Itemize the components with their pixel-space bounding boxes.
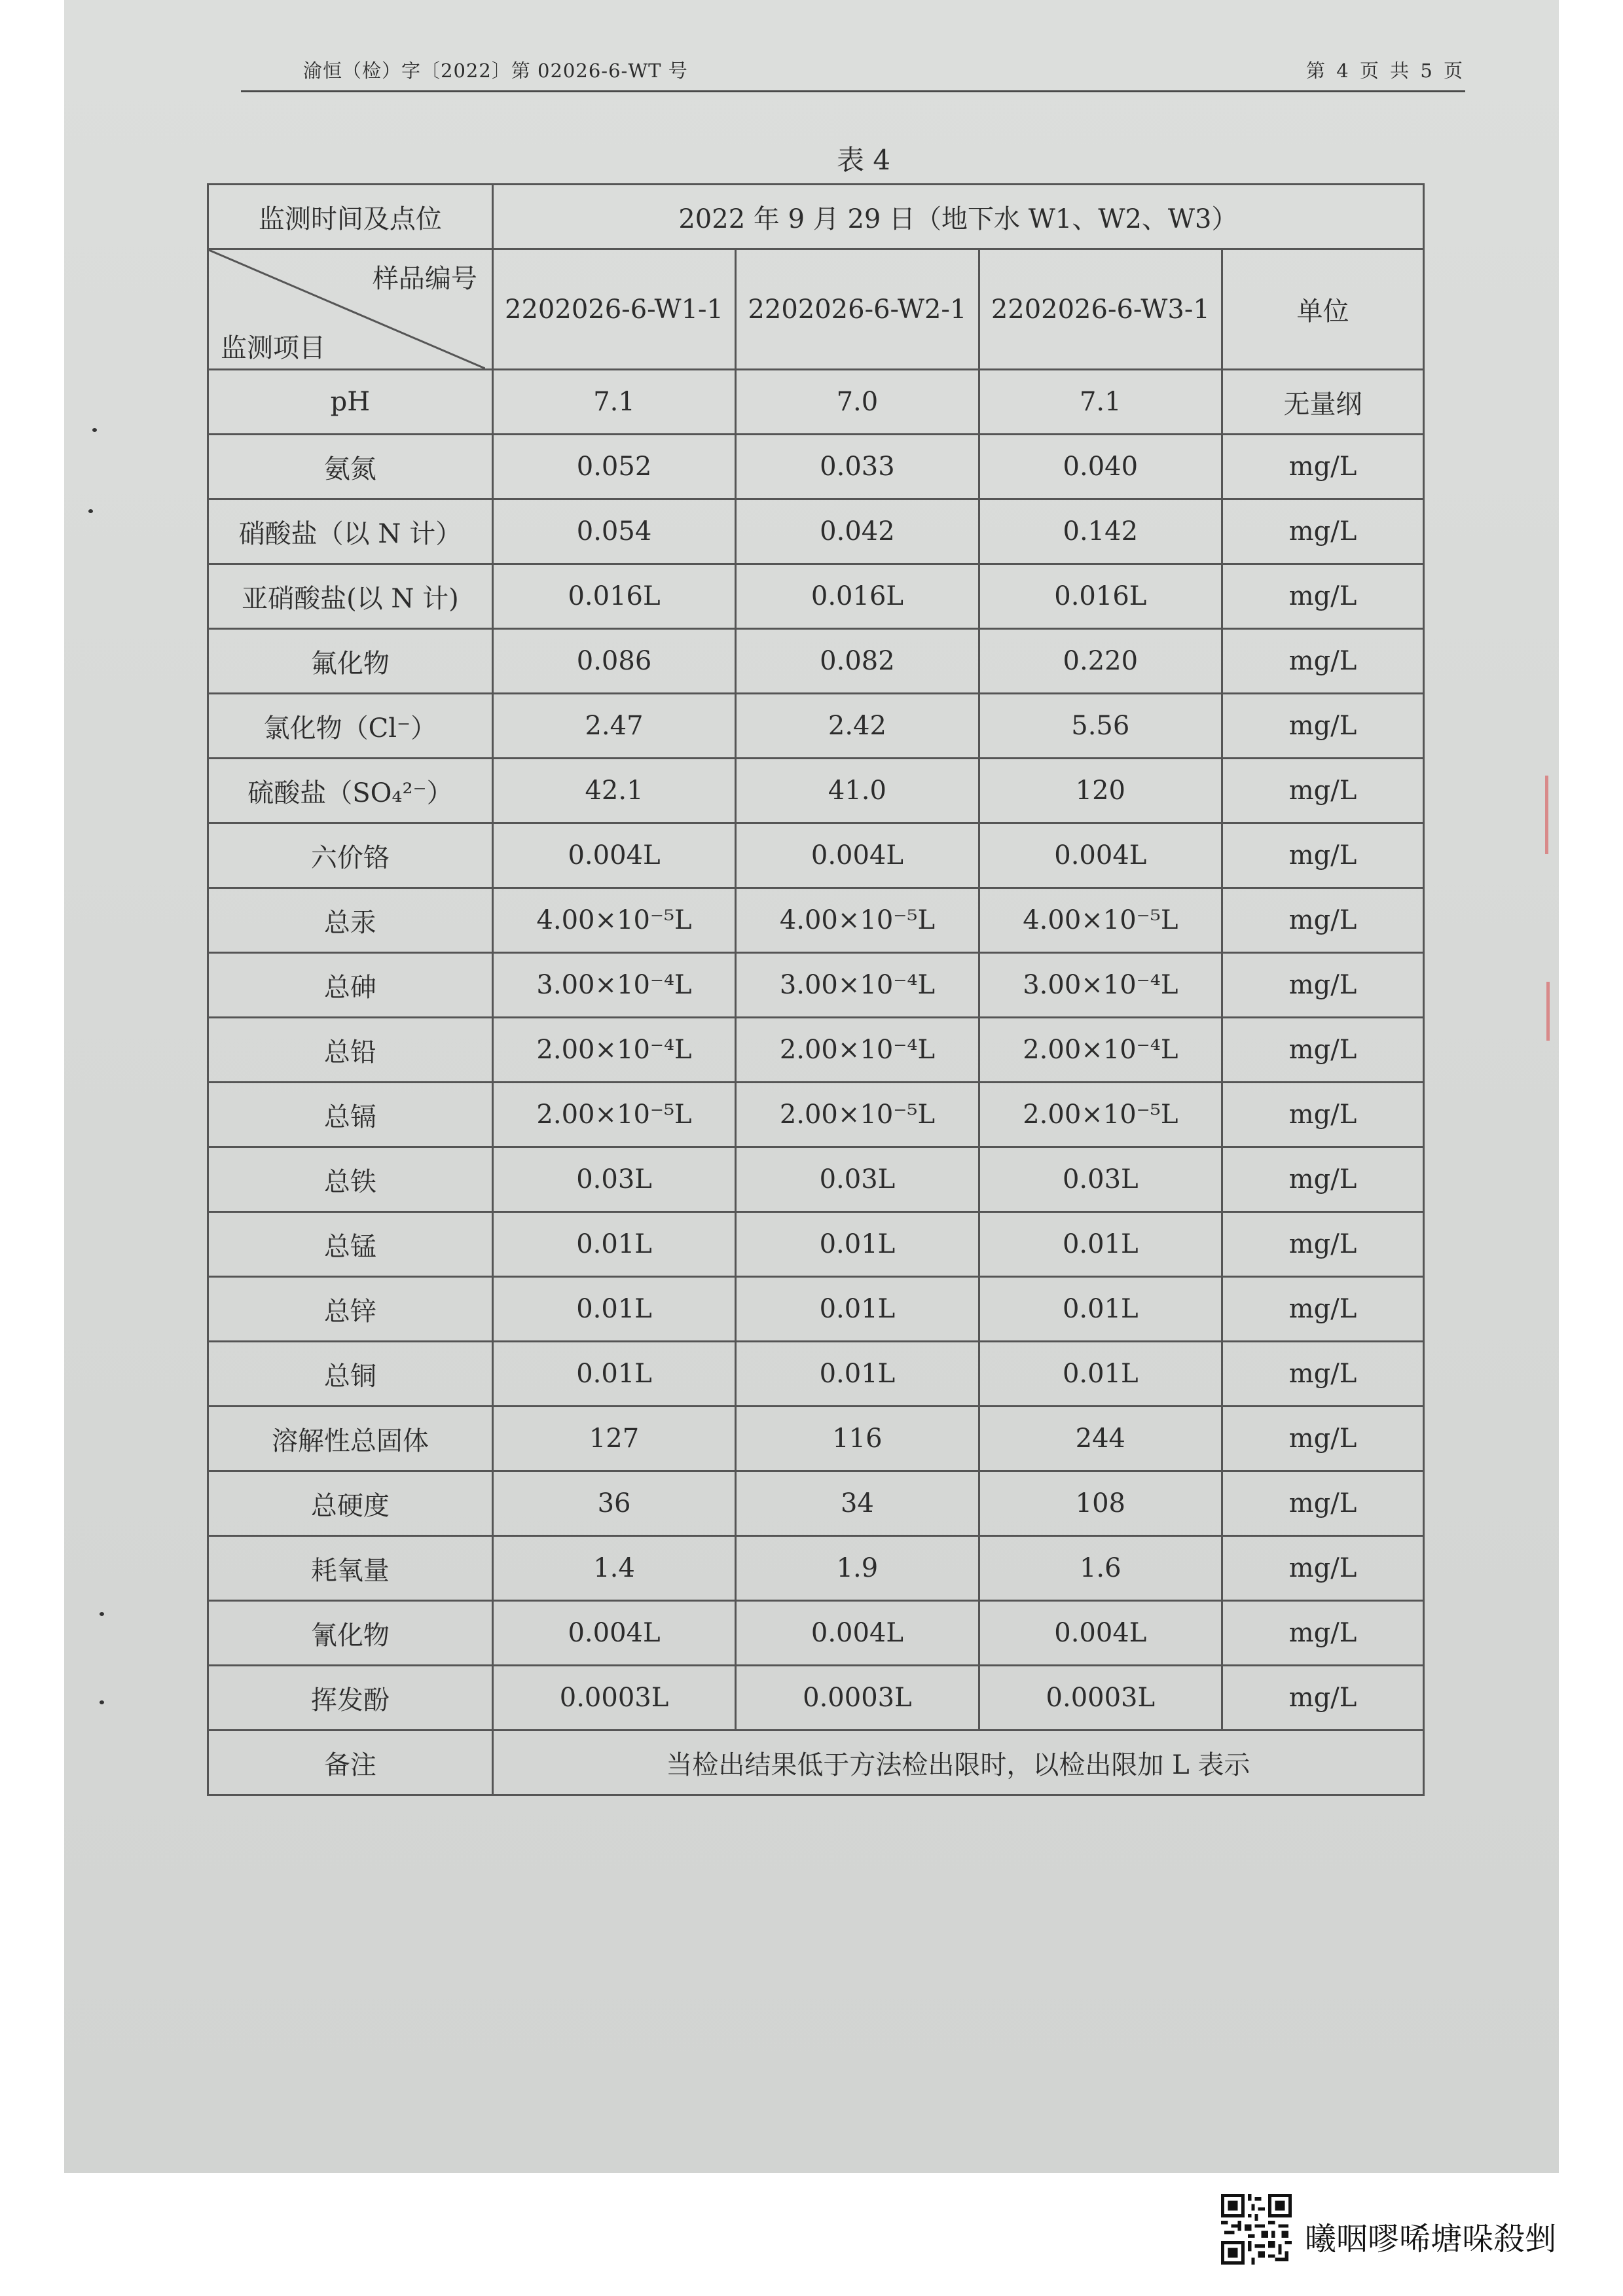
unit-cell: mg/L bbox=[1222, 1147, 1424, 1212]
unit-cell: mg/L bbox=[1222, 1212, 1424, 1277]
item-cell: 硫酸盐（SO₄²⁻） bbox=[208, 759, 493, 823]
unit-cell: mg/L bbox=[1222, 1536, 1424, 1601]
item-cell: 耗氧量 bbox=[208, 1536, 493, 1601]
unit-cell: mg/L bbox=[1222, 435, 1424, 499]
page-info: 第 4 页 共 5 页 bbox=[1306, 60, 1465, 82]
value-w2: 2.42 bbox=[736, 694, 979, 759]
value-w1: 7.1 bbox=[492, 370, 735, 435]
unit-header: 单位 bbox=[1222, 249, 1424, 370]
table-row bbox=[208, 1407, 1424, 1471]
value-w3: 0.220 bbox=[979, 629, 1222, 694]
table-row bbox=[208, 629, 1424, 694]
value-w3: 0.004L bbox=[979, 823, 1222, 888]
doc-number: 渝恒（检）字〔2022〕第 02026-6-WT 号 bbox=[303, 60, 688, 82]
item-cell: 氯化物（Cl⁻） bbox=[208, 694, 493, 759]
unit-cell: mg/L bbox=[1222, 564, 1424, 629]
unit-cell: mg/L bbox=[1222, 1471, 1424, 1536]
value-w1: 0.054 bbox=[492, 499, 735, 564]
table-row bbox=[208, 1147, 1424, 1212]
value-w2: 34 bbox=[736, 1471, 979, 1536]
document-photo bbox=[64, 0, 1559, 2173]
scan-speck bbox=[100, 1612, 104, 1616]
value-w1: 0.01L bbox=[492, 1212, 735, 1277]
table-row bbox=[208, 1212, 1424, 1277]
value-w3: 108 bbox=[979, 1471, 1222, 1536]
value-w3: 120 bbox=[979, 759, 1222, 823]
value-w2: 0.016L bbox=[736, 564, 979, 629]
value-w3: 0.016L bbox=[979, 564, 1222, 629]
qr-code-icon bbox=[1221, 2194, 1292, 2265]
scan-speck bbox=[88, 509, 93, 513]
value-w1: 1.4 bbox=[492, 1536, 735, 1601]
value-w1: 0.03L bbox=[492, 1147, 735, 1212]
table-row bbox=[208, 564, 1424, 629]
value-w3: 3.00×10⁻⁴L bbox=[979, 953, 1222, 1018]
value-w3: 4.00×10⁻⁵L bbox=[979, 888, 1222, 953]
table-row bbox=[208, 1536, 1424, 1601]
value-w3: 0.03L bbox=[979, 1147, 1222, 1212]
value-w2: 3.00×10⁻⁴L bbox=[736, 953, 979, 1018]
unit-cell: mg/L bbox=[1222, 499, 1424, 564]
item-cell: 总铅 bbox=[208, 1018, 493, 1083]
item-cell: 总铜 bbox=[208, 1342, 493, 1407]
table-row bbox=[208, 1342, 1424, 1407]
unit-cell: mg/L bbox=[1222, 1277, 1424, 1342]
sample-id-3: 2202026-6-W3-1 bbox=[979, 249, 1222, 370]
value-w2: 0.082 bbox=[736, 629, 979, 694]
stamp-edge-mark bbox=[1545, 776, 1548, 854]
unit-cell: mg/L bbox=[1222, 759, 1424, 823]
item-cell: 硝酸盐（以 N 计） bbox=[208, 499, 493, 564]
unit-cell: mg/L bbox=[1222, 1018, 1424, 1083]
table-row bbox=[208, 823, 1424, 888]
value-w1: 0.004L bbox=[492, 1601, 735, 1666]
table-row bbox=[208, 435, 1424, 499]
value-w2: 0.0003L bbox=[736, 1666, 979, 1731]
item-cell: 氰化物 bbox=[208, 1601, 493, 1666]
value-w1: 3.00×10⁻⁴L bbox=[492, 953, 735, 1018]
value-w1: 127 bbox=[492, 1407, 735, 1471]
unit-cell: mg/L bbox=[1222, 1601, 1424, 1666]
value-w3: 2.00×10⁻⁵L bbox=[979, 1083, 1222, 1147]
value-w3: 0.01L bbox=[979, 1342, 1222, 1407]
value-w1: 2.00×10⁻⁵L bbox=[492, 1083, 735, 1147]
unit-cell: mg/L bbox=[1222, 888, 1424, 953]
scan-speck bbox=[92, 428, 97, 432]
value-w2: 2.00×10⁻⁵L bbox=[736, 1083, 979, 1147]
time-value: 2022 年 9 月 29 日（地下水 W1、W2、W3） bbox=[492, 185, 1423, 249]
item-cell: 氨氮 bbox=[208, 435, 493, 499]
value-w1: 0.016L bbox=[492, 564, 735, 629]
unit-cell: mg/L bbox=[1222, 1666, 1424, 1731]
remark-row bbox=[208, 1731, 1424, 1795]
item-cell: 挥发酚 bbox=[208, 1666, 493, 1731]
time-label: 监测时间及点位 bbox=[208, 185, 493, 249]
item-cell: 总硬度 bbox=[208, 1471, 493, 1536]
value-w3: 0.040 bbox=[979, 435, 1222, 499]
table-row bbox=[208, 499, 1424, 564]
unit-cell: mg/L bbox=[1222, 1083, 1424, 1147]
value-w2: 7.0 bbox=[736, 370, 979, 435]
table-title: 表 4 bbox=[837, 144, 891, 176]
value-w3: 0.004L bbox=[979, 1601, 1222, 1666]
value-w2: 0.01L bbox=[736, 1212, 979, 1277]
value-w3: 5.56 bbox=[979, 694, 1222, 759]
value-w1: 0.0003L bbox=[492, 1666, 735, 1731]
table-row bbox=[208, 1666, 1424, 1731]
table-row bbox=[208, 1471, 1424, 1536]
item-cell: 溶解性总固体 bbox=[208, 1407, 493, 1471]
value-w1: 0.01L bbox=[492, 1277, 735, 1342]
table-row bbox=[208, 953, 1424, 1018]
remark-label: 备注 bbox=[208, 1731, 493, 1795]
value-w3: 7.1 bbox=[979, 370, 1222, 435]
table-row bbox=[208, 888, 1424, 953]
monitoring-table bbox=[207, 183, 1425, 1796]
value-w1: 2.47 bbox=[492, 694, 735, 759]
unit-cell: mg/L bbox=[1222, 629, 1424, 694]
value-w1: 4.00×10⁻⁵L bbox=[492, 888, 735, 953]
value-w3: 2.00×10⁻⁴L bbox=[979, 1018, 1222, 1083]
item-cell: 亚硝酸盐(以 N 计) bbox=[208, 564, 493, 629]
scan-speck bbox=[100, 1700, 104, 1704]
value-w2: 0.042 bbox=[736, 499, 979, 564]
remark-value: 当检出结果低于方法检出限时，以检出限加 L 表示 bbox=[492, 1731, 1423, 1795]
item-cell: 总砷 bbox=[208, 953, 493, 1018]
item-cell: 总锰 bbox=[208, 1212, 493, 1277]
table-row bbox=[208, 1277, 1424, 1342]
table-row bbox=[208, 370, 1424, 435]
monitoring-item-label: 监测项目 bbox=[221, 333, 325, 363]
value-w3: 0.01L bbox=[979, 1212, 1222, 1277]
unit-cell: mg/L bbox=[1222, 694, 1424, 759]
value-w1: 0.01L bbox=[492, 1342, 735, 1407]
value-w1: 0.052 bbox=[492, 435, 735, 499]
value-w2: 0.03L bbox=[736, 1147, 979, 1212]
page-header bbox=[241, 54, 1465, 92]
time-row bbox=[208, 185, 1424, 249]
value-w2: 0.01L bbox=[736, 1277, 979, 1342]
value-w3: 244 bbox=[979, 1407, 1222, 1471]
diagonal-header-cell bbox=[208, 249, 493, 370]
table-row bbox=[208, 694, 1424, 759]
table-row bbox=[208, 759, 1424, 823]
value-w2: 41.0 bbox=[736, 759, 979, 823]
item-cell: 总铁 bbox=[208, 1147, 493, 1212]
unit-cell: mg/L bbox=[1222, 953, 1424, 1018]
sample-id-1: 2202026-6-W1-1 bbox=[492, 249, 735, 370]
unit-cell: mg/L bbox=[1222, 1407, 1424, 1471]
stamp-edge-mark bbox=[1546, 982, 1550, 1041]
item-cell: pH bbox=[208, 370, 493, 435]
item-cell: 总镉 bbox=[208, 1083, 493, 1147]
item-cell: 六价铬 bbox=[208, 823, 493, 888]
table-row bbox=[208, 1601, 1424, 1666]
table-row bbox=[208, 1018, 1424, 1083]
table-row bbox=[208, 1083, 1424, 1147]
value-w2: 0.033 bbox=[736, 435, 979, 499]
value-w2: 4.00×10⁻⁵L bbox=[736, 888, 979, 953]
unit-cell: 无量纲 bbox=[1222, 370, 1424, 435]
unit-cell: mg/L bbox=[1222, 1342, 1424, 1407]
value-w1: 0.086 bbox=[492, 629, 735, 694]
value-w1: 0.004L bbox=[492, 823, 735, 888]
value-w1: 2.00×10⁻⁴L bbox=[492, 1018, 735, 1083]
item-cell: 总锌 bbox=[208, 1277, 493, 1342]
value-w3: 0.142 bbox=[979, 499, 1222, 564]
sample-id-label: 样品编号 bbox=[372, 264, 477, 294]
value-w1: 42.1 bbox=[492, 759, 735, 823]
unit-cell: mg/L bbox=[1222, 823, 1424, 888]
value-w2: 0.01L bbox=[736, 1342, 979, 1407]
value-w3: 0.0003L bbox=[979, 1666, 1222, 1731]
value-w3: 1.6 bbox=[979, 1536, 1222, 1601]
value-w2: 0.004L bbox=[736, 823, 979, 888]
value-w3: 0.01L bbox=[979, 1277, 1222, 1342]
footer-text: 曦咽嘐唏塘哚殺剉 bbox=[1305, 2221, 1557, 2257]
value-w2: 2.00×10⁻⁴L bbox=[736, 1018, 979, 1083]
value-w2: 1.9 bbox=[736, 1536, 979, 1601]
value-w2: 116 bbox=[736, 1407, 979, 1471]
header-row bbox=[208, 249, 1424, 370]
item-cell: 总汞 bbox=[208, 888, 493, 953]
value-w1: 36 bbox=[492, 1471, 735, 1536]
sample-id-2: 2202026-6-W2-1 bbox=[736, 249, 979, 370]
item-cell: 氟化物 bbox=[208, 629, 493, 694]
value-w2: 0.004L bbox=[736, 1601, 979, 1666]
